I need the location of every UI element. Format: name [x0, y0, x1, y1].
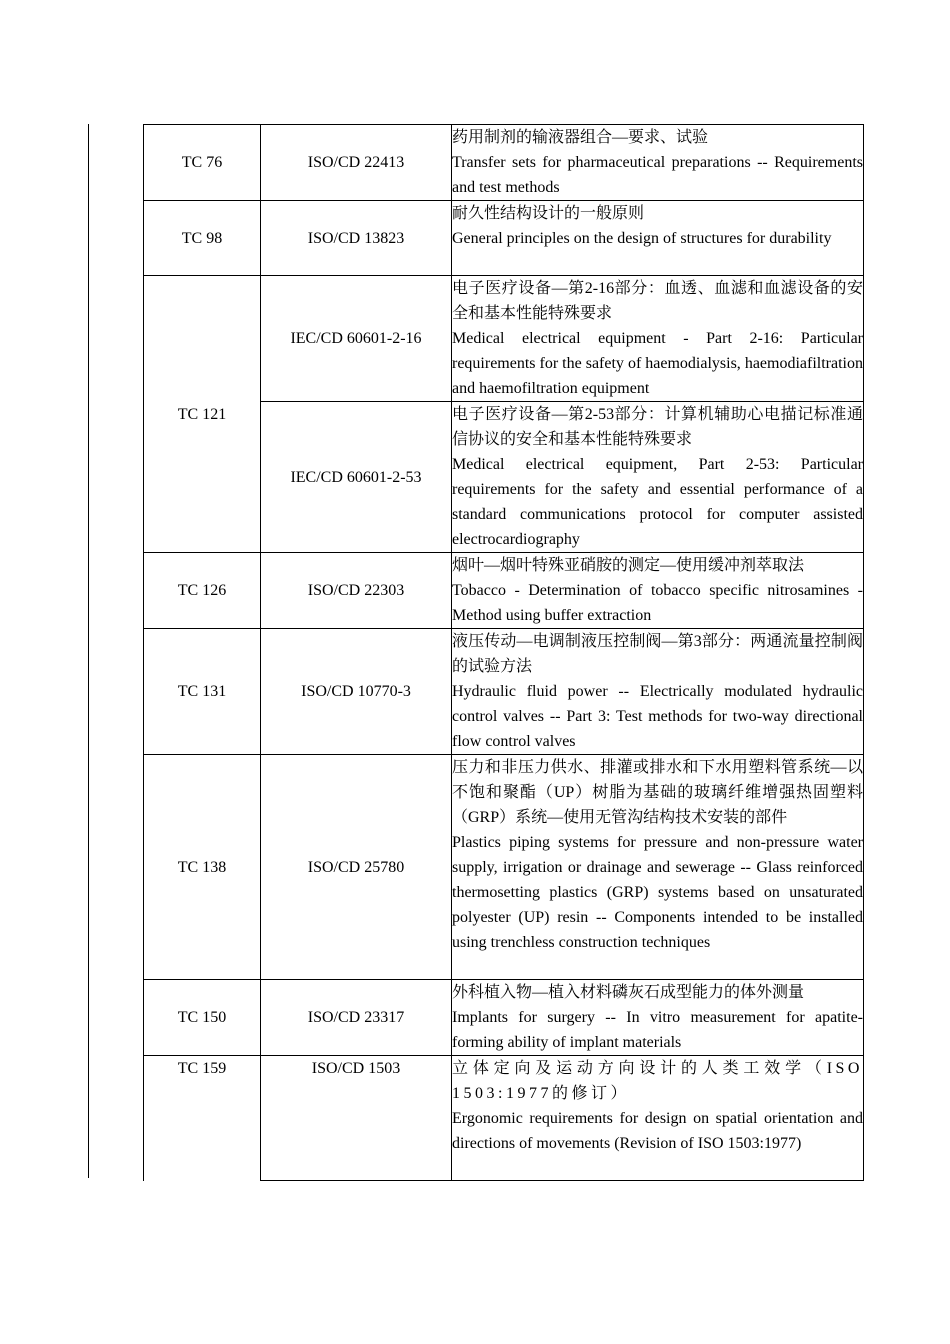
title-chinese: 外科植入物—植入材料磷灰石成型能力的体外测量 — [452, 984, 805, 1001]
title-english: General principles on the design of structures for durability — [452, 230, 832, 247]
title-chinese: 药用制剂的输液器组合—要求、试验 — [452, 129, 709, 146]
committee-cell: TC 126 — [144, 553, 261, 629]
table-row — [144, 201, 864, 276]
standard-code-cell: IEC/CD 60601-2-16 — [261, 276, 452, 402]
standard-code-cell: IEC/CD 60601-2-53 — [261, 402, 452, 553]
title-english: Medical electrical equipment, Part 2-53: Particular requirements for the safety and essential performance of a standard communications protocol for computer assisted electrocardiography — [452, 456, 863, 548]
standards-table — [143, 124, 864, 1181]
title-english: Plastics piping systems for pressure and non-pressure water supply, irrigation or drainage and sewerage -- Glass reinforced thermosetting plastics (GRP) systems based on unsaturated polyester (UP) resin -- Components intended to be installed using trenchless construction techniques — [452, 834, 863, 951]
title-chinese: 压力和非压力供水、排灌或排水和下水用塑料管系统—以不饱和聚酯（UP）树脂为基础的玻璃纤维增强热固塑料（GRP）系统—使用无管沟结构技术安装的部件 — [452, 759, 863, 826]
standard-code-cell: ISO/CD 25780 — [261, 755, 452, 980]
standard-title-cell — [452, 402, 864, 553]
standard-code-cell: ISO/CD 10770-3 — [261, 629, 452, 755]
committee-cell: TC 138 — [144, 755, 261, 980]
standard-title-cell — [452, 980, 864, 1056]
standard-code-cell: ISO/CD 1503 — [261, 1056, 452, 1181]
title-english: Tobacco - Determination of tobacco specific nitrosamines - Method using buffer extraction — [452, 582, 863, 624]
table-row — [144, 980, 864, 1056]
committee-cell: TC 150 — [144, 980, 261, 1056]
table-row — [144, 553, 864, 629]
committee-cell: TC 76 — [144, 125, 261, 201]
standard-code-cell: ISO/CD 22413 — [261, 125, 452, 201]
standard-code-cell: ISO/CD 23317 — [261, 980, 452, 1056]
committee-cell: TC 98 — [144, 201, 261, 276]
title-chinese: 烟叶—烟叶特殊亚硝胺的测定—使用缓冲剂萃取法 — [452, 557, 805, 574]
standard-title-cell — [452, 125, 864, 201]
title-english: Medical electrical equipment - Part 2-16: Particular requirements for the safety of haemodialysis, haemodiafiltration and haemofiltration equipment — [452, 330, 863, 397]
title-chinese: 立体定向及运动方向设计的人类工效学（ISO 1503:1977的修订） — [452, 1060, 863, 1102]
left-margin-line — [88, 124, 89, 1178]
title-chinese: 液压传动—电调制液压控制阀—第3部分：两通流量控制阀的试验方法 — [452, 633, 863, 675]
title-english: Transfer sets for pharmaceutical preparations -- Requirements and test methods — [452, 154, 863, 196]
table-row — [144, 125, 864, 201]
standard-title-cell — [452, 1056, 864, 1181]
title-chinese: 电子医疗设备—第2-16部分：血透、血滤和血滤设备的安全和基本性能特殊要求 — [452, 280, 863, 322]
standard-code-cell: ISO/CD 13823 — [261, 201, 452, 276]
title-english: Hydraulic fluid power -- Electrically modulated hydraulic control valves -- Part 3: Test methods for two-way directional flow control valves — [452, 683, 863, 750]
title-chinese: 电子医疗设备—第2-53部分：计算机辅助心电描记标准通信协议的安全和基本性能特殊要求 — [452, 406, 863, 448]
table-row — [144, 629, 864, 755]
standard-title-cell — [452, 276, 864, 402]
standard-title-cell — [452, 755, 864, 980]
committee-cell: TC 131 — [144, 629, 261, 755]
title-english: Implants for surgery -- In vitro measurement for apatite-forming ability of implant materials — [452, 1009, 863, 1051]
title-english: Ergonomic requirements for design on spatial orientation and directions of movements (Revision of ISO 1503:1977) — [452, 1110, 863, 1152]
committee-cell: TC 159 — [144, 1056, 261, 1181]
committee-cell: TC 121 — [144, 276, 261, 553]
title-chinese: 耐久性结构设计的一般原则 — [452, 205, 645, 222]
standard-title-cell — [452, 553, 864, 629]
table-row — [144, 276, 864, 402]
table-row — [144, 1056, 864, 1181]
standard-title-cell — [452, 629, 864, 755]
table-row — [144, 755, 864, 980]
standard-code-cell: ISO/CD 22303 — [261, 553, 452, 629]
standard-title-cell — [452, 201, 864, 276]
